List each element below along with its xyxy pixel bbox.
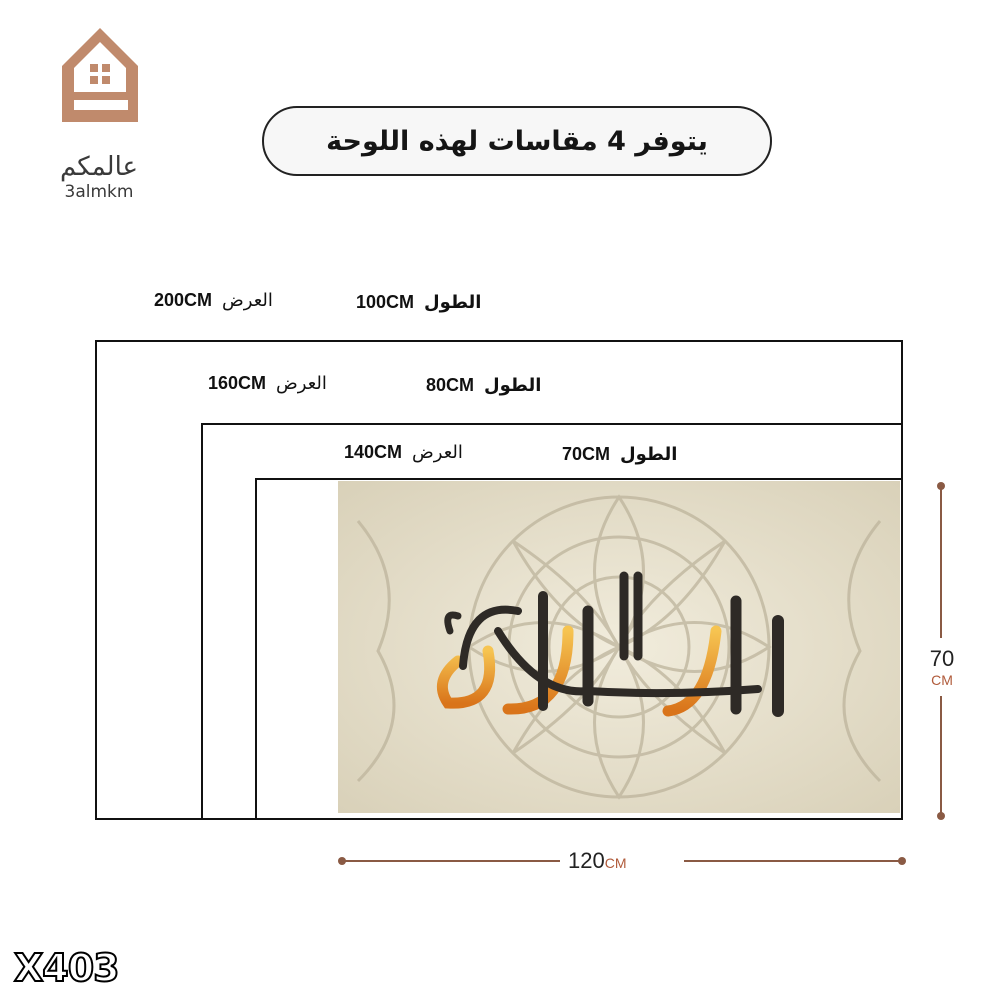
house-logo-icon [60,26,140,126]
height-value: 70 [929,646,955,671]
width-value: 160CM [208,373,267,393]
page-title: يتوفر 4 مقاسات لهذه اللوحة [326,125,708,157]
title-banner [262,106,772,176]
size-label-large-length [356,292,481,313]
length-value: 70CM [562,444,611,464]
dimension-horizontal-line-right [684,860,900,862]
length-label: الطول [620,444,678,465]
width-unit: CM [604,855,627,871]
brand-name-latin: 3almkm [64,182,134,202]
dimension-vertical-line-top [940,488,942,638]
brand-logo [44,26,154,202]
size-label-large-width [154,290,273,311]
width-value: 140CM [344,442,403,462]
calligraphy-painting-image [338,481,900,813]
dimension-horizontal-line-left [344,860,560,862]
product-code: X403 [14,946,119,990]
length-value: 100CM [356,292,415,312]
calligraphy-artwork [338,481,900,813]
width-value: 200CM [154,290,213,310]
width-label: العرض [276,373,327,394]
width-label: العرض [412,442,463,463]
width-value: 120 [568,848,605,873]
dimension-vertical-line-bottom [940,696,942,814]
dimension-horizontal-end-dot [898,857,906,865]
dimension-vertical-end-dot [937,812,945,820]
width-dimension-label [568,848,627,874]
brand-name-arabic: عالمكم [59,152,139,182]
width-label: العرض [222,290,273,311]
length-label: الطول [484,375,542,396]
height-unit: CM [931,672,953,688]
length-value: 80CM [426,375,475,395]
length-label: الطول [424,292,482,313]
